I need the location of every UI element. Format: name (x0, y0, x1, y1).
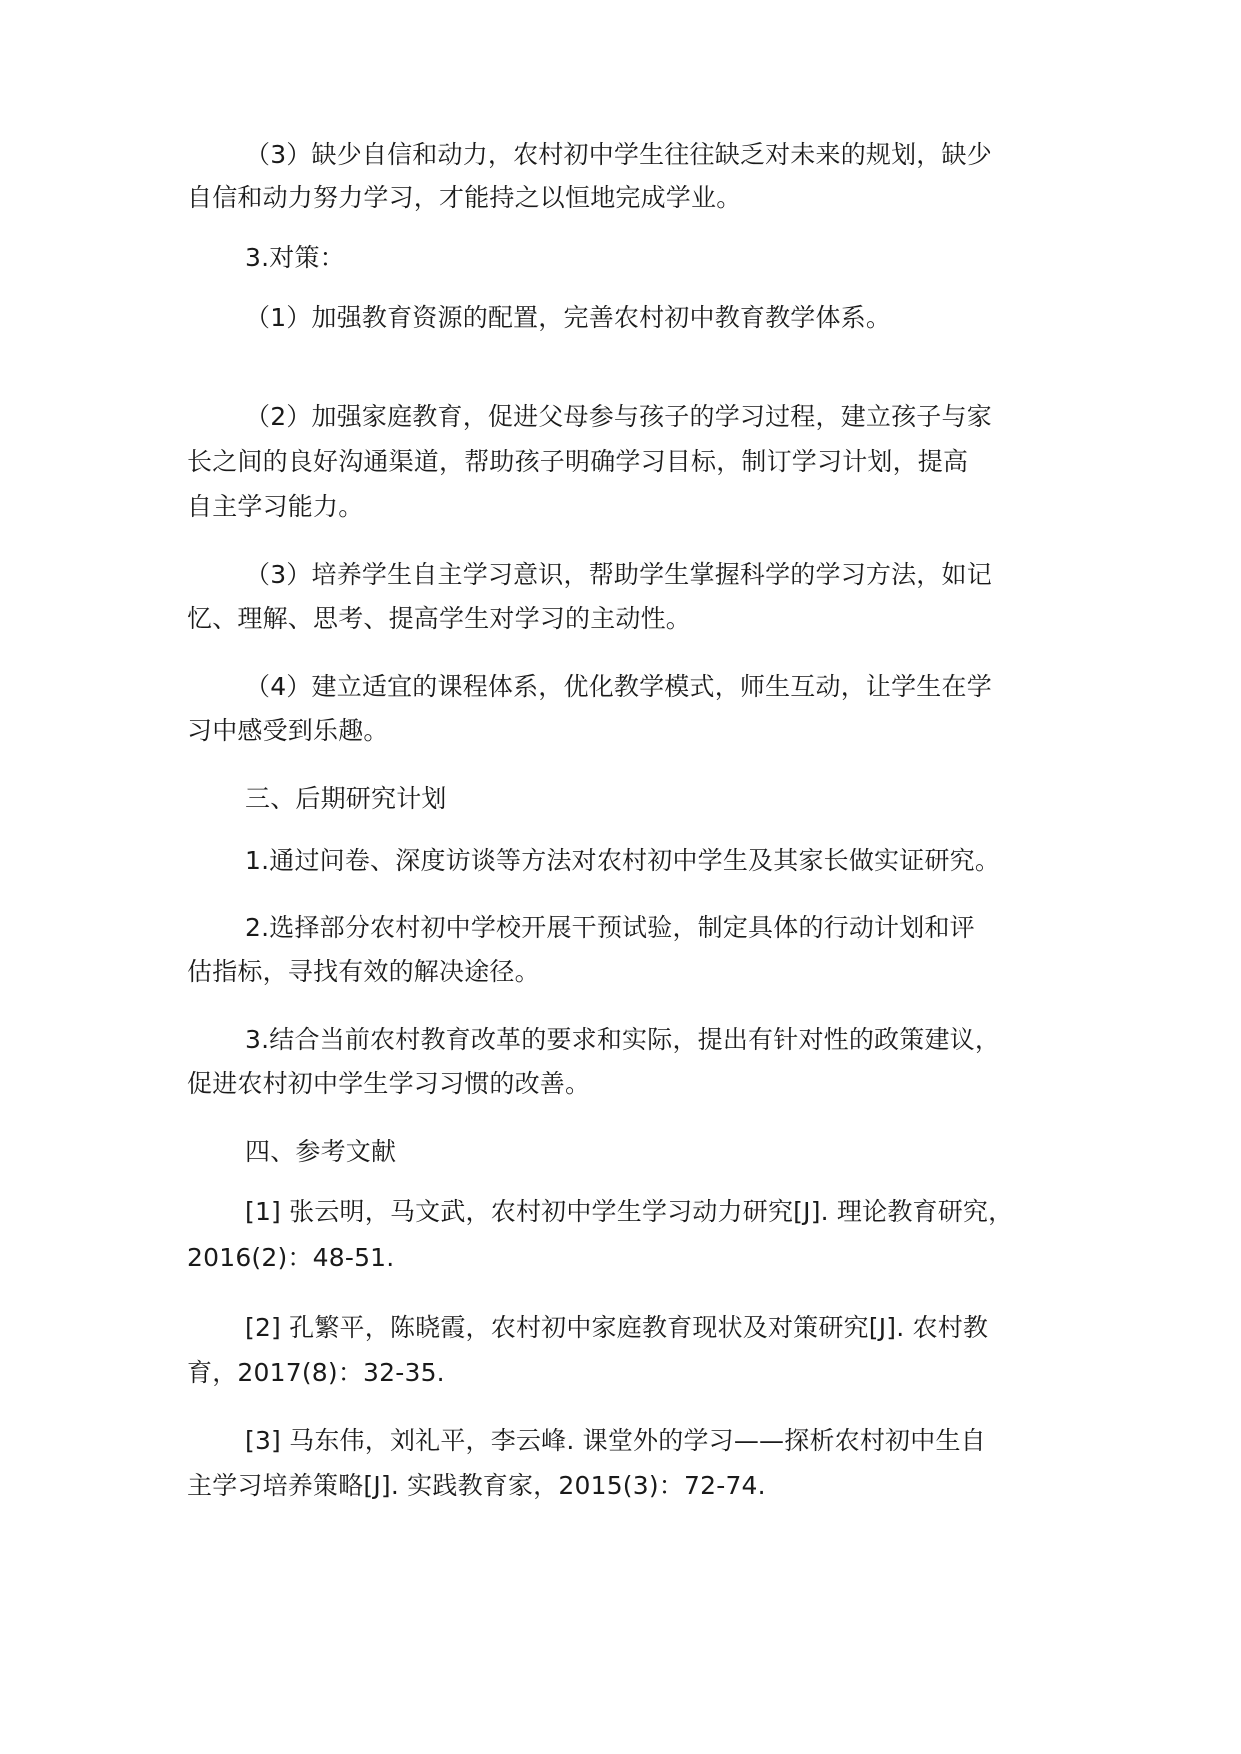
text-line: 长之间的良好沟通渠道，帮助孩子明确学习目标，制订学习计划，提高 (187, 447, 969, 476)
text-line: 忆、理解、思考、提高学生对学习的主动性。 (187, 604, 692, 633)
text-line: [1] 张云明，马文武，农村初中学生学习动力研究[J]. 理论教育研究， (245, 1197, 1014, 1226)
text-line: （1）加强教育资源的配置，完善农村初中教育教学体系。 (245, 303, 892, 332)
text-line: （4）建立适宜的课程体系，优化教学模式，师生互动，让学生在学 (245, 672, 992, 701)
text-line: [3] 马东伟，刘礼平，李云峰. 课堂外的学习——探析农村初中生自 (245, 1426, 986, 1455)
text-line: 自主学习能力。 (187, 492, 364, 521)
text-line: 2.选择部分农村初中学校开展干预试验，制定具体的行动计划和评 (245, 913, 975, 942)
text-line: （3）培养学生自主学习意识，帮助学生掌握科学的学习方法，如记 (245, 560, 992, 589)
text-line: （2）加强家庭教育，促进父母参与孩子的学习过程，建立孩子与家 (245, 402, 992, 431)
text-line: 主学习培养策略[J]. 实践教育家，2015(3)：72-74. (187, 1471, 766, 1500)
text-line: 估指标，寻找有效的解决途径。 (187, 957, 540, 986)
text-line: 自信和动力努力学习，才能持之以恒地完成学业。 (187, 183, 742, 212)
text-line: 育，2017(8)：32-35. (187, 1358, 445, 1387)
text-line: 2016(2)：48-51. (187, 1243, 395, 1272)
text-line: 促进农村初中学生学习习惯的改善。 (187, 1069, 591, 1098)
text-line: （3）缺少自信和动力，农村初中学生往往缺乏对未来的规划，缺少 (245, 140, 992, 169)
text-line: 1.通过问卷、深度访谈等方法对农村初中学生及其家长做实证研究。 (245, 846, 1001, 875)
text-line: 习中感受到乐趣。 (187, 716, 389, 745)
text-line: 四、参考文献 (245, 1137, 397, 1166)
text-line: 三、后期研究计划 (245, 784, 447, 813)
text-line: 3.结合当前农村教育改革的要求和实际，提出有针对性的政策建议， (245, 1025, 1001, 1054)
text-line: [2] 孔繁平，陈晓霞，农村初中家庭教育现状及对策研究[J]. 农村教 (245, 1313, 989, 1342)
text-line: 3.对策： (245, 243, 345, 272)
